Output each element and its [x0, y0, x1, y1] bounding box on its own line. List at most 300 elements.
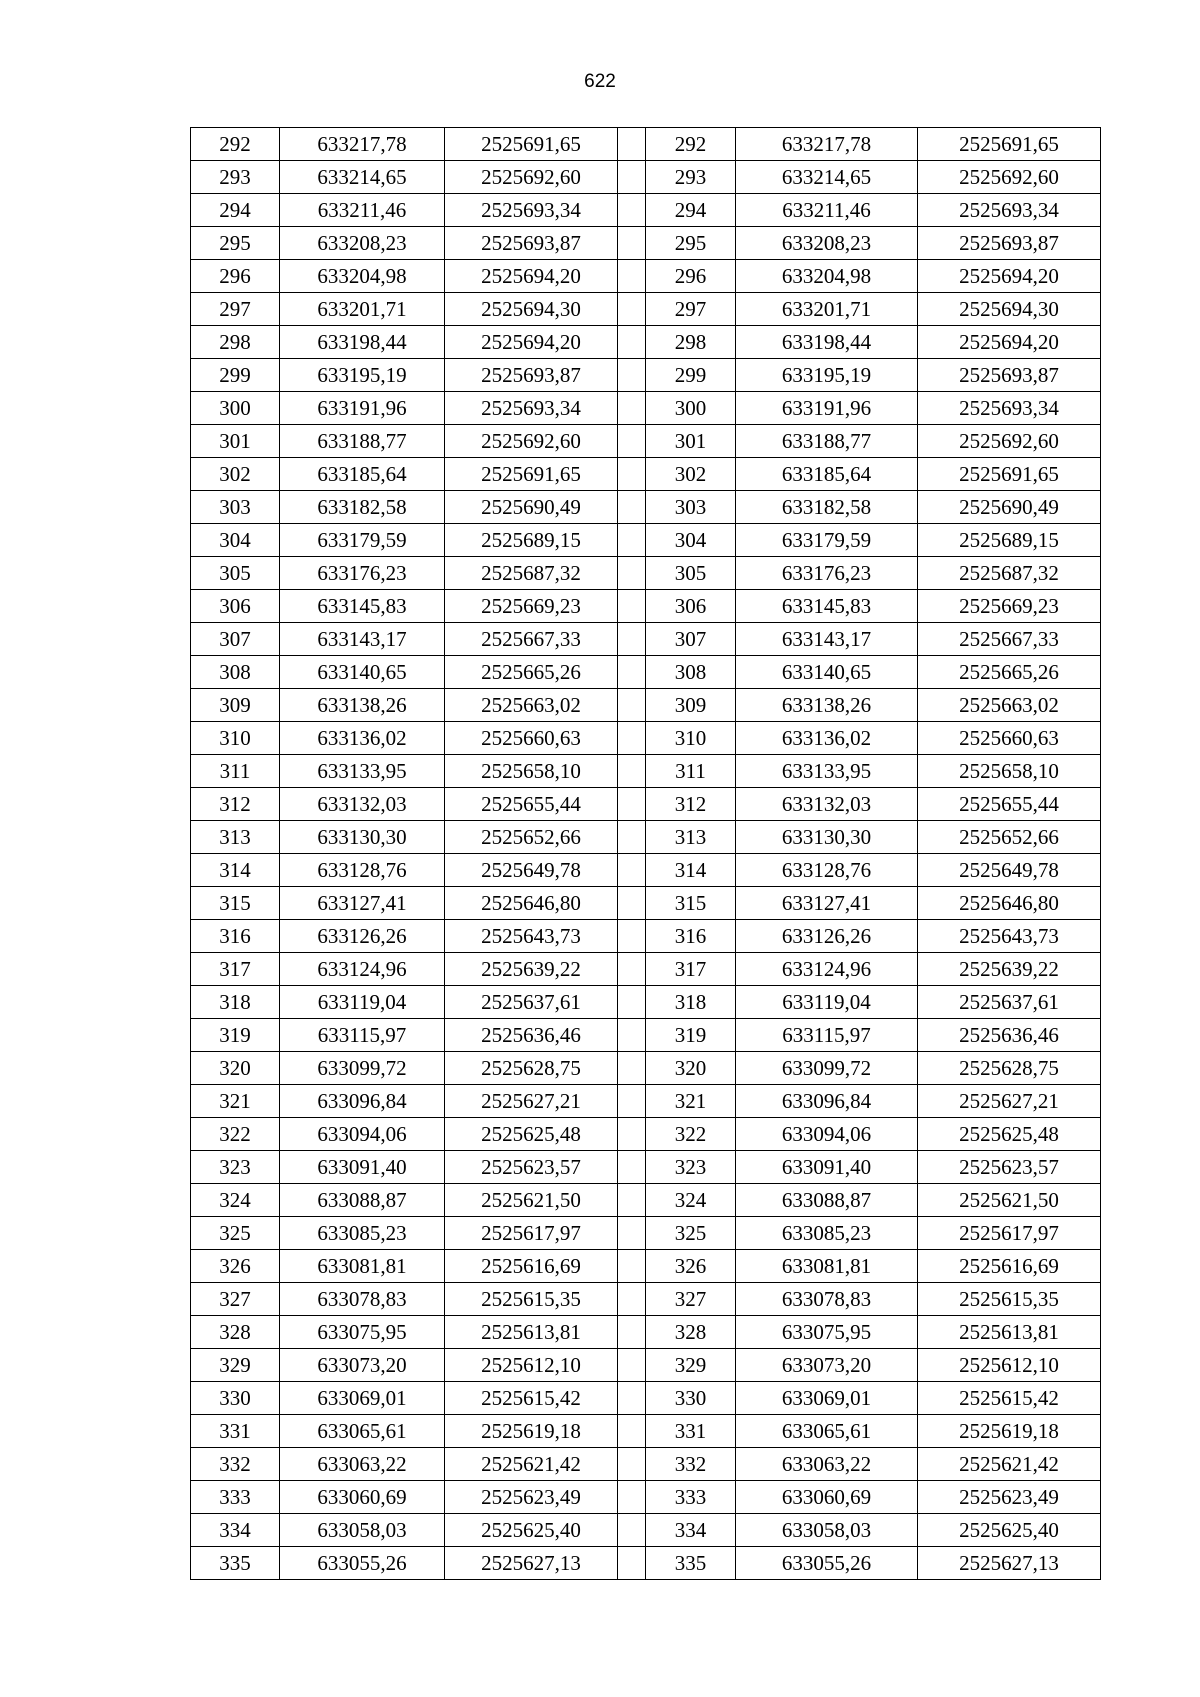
- separator-cell: [618, 326, 646, 359]
- separator-cell: [618, 128, 646, 161]
- separator-cell: [618, 1481, 646, 1514]
- coordinates-table: [190, 127, 1101, 1580]
- left-y-coordinate: 2525615,42: [445, 1382, 618, 1415]
- left-x-coordinate: 633058,03: [280, 1514, 445, 1547]
- separator-cell: [618, 1448, 646, 1481]
- left-y-coordinate: 2525669,23: [445, 590, 618, 623]
- table-row: [191, 1019, 1101, 1052]
- left-point-number: 293: [191, 161, 280, 194]
- right-y-coordinate: 2525660,63: [918, 722, 1101, 755]
- separator-cell: [618, 1052, 646, 1085]
- left-point-number: 299: [191, 359, 280, 392]
- left-x-coordinate: 633069,01: [280, 1382, 445, 1415]
- table-row: [191, 1250, 1101, 1283]
- right-x-coordinate: 633060,69: [736, 1481, 918, 1514]
- right-x-coordinate: 633188,77: [736, 425, 918, 458]
- left-x-coordinate: 633065,61: [280, 1415, 445, 1448]
- right-x-coordinate: 633073,20: [736, 1349, 918, 1382]
- right-y-coordinate: 2525669,23: [918, 590, 1101, 623]
- right-point-number: 321: [646, 1085, 736, 1118]
- left-point-number: 315: [191, 887, 280, 920]
- right-y-coordinate: 2525628,75: [918, 1052, 1101, 1085]
- table-row: [191, 887, 1101, 920]
- separator-cell: [618, 755, 646, 788]
- left-point-number: 316: [191, 920, 280, 953]
- left-point-number: 302: [191, 458, 280, 491]
- separator-cell: [618, 293, 646, 326]
- left-x-coordinate: 633133,95: [280, 755, 445, 788]
- left-point-number: 301: [191, 425, 280, 458]
- left-y-coordinate: 2525615,35: [445, 1283, 618, 1316]
- left-x-coordinate: 633055,26: [280, 1547, 445, 1580]
- right-x-coordinate: 633115,97: [736, 1019, 918, 1052]
- left-point-number: 311: [191, 755, 280, 788]
- right-x-coordinate: 633211,46: [736, 194, 918, 227]
- left-x-coordinate: 633078,83: [280, 1283, 445, 1316]
- table-row: [191, 425, 1101, 458]
- left-point-number: 307: [191, 623, 280, 656]
- right-y-coordinate: 2525627,13: [918, 1547, 1101, 1580]
- right-y-coordinate: 2525687,32: [918, 557, 1101, 590]
- left-point-number: 292: [191, 128, 280, 161]
- right-x-coordinate: 633133,95: [736, 755, 918, 788]
- table-row: [191, 1349, 1101, 1382]
- right-point-number: 327: [646, 1283, 736, 1316]
- left-y-coordinate: 2525625,40: [445, 1514, 618, 1547]
- right-point-number: 329: [646, 1349, 736, 1382]
- table-row: [191, 920, 1101, 953]
- left-y-coordinate: 2525689,15: [445, 524, 618, 557]
- right-point-number: 308: [646, 656, 736, 689]
- table-row: [191, 128, 1101, 161]
- left-y-coordinate: 2525628,75: [445, 1052, 618, 1085]
- right-x-coordinate: 633185,64: [736, 458, 918, 491]
- separator-cell: [618, 656, 646, 689]
- left-y-coordinate: 2525623,57: [445, 1151, 618, 1184]
- left-point-number: 310: [191, 722, 280, 755]
- left-x-coordinate: 633198,44: [280, 326, 445, 359]
- right-y-coordinate: 2525693,34: [918, 392, 1101, 425]
- left-x-coordinate: 633060,69: [280, 1481, 445, 1514]
- table-row: [191, 1217, 1101, 1250]
- left-x-coordinate: 633132,03: [280, 788, 445, 821]
- right-y-coordinate: 2525691,65: [918, 128, 1101, 161]
- left-y-coordinate: 2525667,33: [445, 623, 618, 656]
- right-point-number: 328: [646, 1316, 736, 1349]
- right-point-number: 325: [646, 1217, 736, 1250]
- right-x-coordinate: 633179,59: [736, 524, 918, 557]
- left-point-number: 326: [191, 1250, 280, 1283]
- left-x-coordinate: 633188,77: [280, 425, 445, 458]
- right-x-coordinate: 633088,87: [736, 1184, 918, 1217]
- separator-cell: [618, 1382, 646, 1415]
- right-point-number: 302: [646, 458, 736, 491]
- separator-cell: [618, 260, 646, 293]
- right-x-coordinate: 633132,03: [736, 788, 918, 821]
- left-y-coordinate: 2525665,26: [445, 656, 618, 689]
- right-y-coordinate: 2525649,78: [918, 854, 1101, 887]
- right-point-number: 323: [646, 1151, 736, 1184]
- separator-cell: [618, 1547, 646, 1580]
- table-row: [191, 788, 1101, 821]
- separator-cell: [618, 953, 646, 986]
- left-y-coordinate: 2525637,61: [445, 986, 618, 1019]
- table-row: [191, 293, 1101, 326]
- table-row: [191, 1448, 1101, 1481]
- right-point-number: 318: [646, 986, 736, 1019]
- left-point-number: 304: [191, 524, 280, 557]
- right-point-number: 292: [646, 128, 736, 161]
- separator-cell: [618, 491, 646, 524]
- separator-cell: [618, 854, 646, 887]
- table-row: [191, 194, 1101, 227]
- right-y-coordinate: 2525625,48: [918, 1118, 1101, 1151]
- separator-cell: [618, 1085, 646, 1118]
- left-point-number: 319: [191, 1019, 280, 1052]
- separator-cell: [618, 1316, 646, 1349]
- right-y-coordinate: 2525627,21: [918, 1085, 1101, 1118]
- right-point-number: 313: [646, 821, 736, 854]
- left-y-coordinate: 2525649,78: [445, 854, 618, 887]
- left-x-coordinate: 633127,41: [280, 887, 445, 920]
- right-y-coordinate: 2525692,60: [918, 161, 1101, 194]
- right-x-coordinate: 633099,72: [736, 1052, 918, 1085]
- right-x-coordinate: 633081,81: [736, 1250, 918, 1283]
- right-point-number: 309: [646, 689, 736, 722]
- left-point-number: 324: [191, 1184, 280, 1217]
- left-x-coordinate: 633081,81: [280, 1250, 445, 1283]
- left-x-coordinate: 633217,78: [280, 128, 445, 161]
- table-row: [191, 656, 1101, 689]
- table-row: [191, 458, 1101, 491]
- separator-cell: [618, 1184, 646, 1217]
- left-point-number: 334: [191, 1514, 280, 1547]
- right-point-number: 311: [646, 755, 736, 788]
- table-row: [191, 821, 1101, 854]
- right-point-number: 298: [646, 326, 736, 359]
- right-point-number: 303: [646, 491, 736, 524]
- left-x-coordinate: 633091,40: [280, 1151, 445, 1184]
- right-y-coordinate: 2525693,87: [918, 359, 1101, 392]
- table-row: [191, 1085, 1101, 1118]
- separator-cell: [618, 1415, 646, 1448]
- right-x-coordinate: 633128,76: [736, 854, 918, 887]
- table-row: [191, 1547, 1101, 1580]
- left-y-coordinate: 2525612,10: [445, 1349, 618, 1382]
- right-y-coordinate: 2525692,60: [918, 425, 1101, 458]
- separator-cell: [618, 623, 646, 656]
- right-point-number: 331: [646, 1415, 736, 1448]
- left-x-coordinate: 633085,23: [280, 1217, 445, 1250]
- left-point-number: 297: [191, 293, 280, 326]
- right-point-number: 330: [646, 1382, 736, 1415]
- right-y-coordinate: 2525658,10: [918, 755, 1101, 788]
- right-x-coordinate: 633069,01: [736, 1382, 918, 1415]
- table-row: [191, 1415, 1101, 1448]
- right-x-coordinate: 633143,17: [736, 623, 918, 656]
- table-row: [191, 359, 1101, 392]
- table-row: [191, 1184, 1101, 1217]
- right-x-coordinate: 633065,61: [736, 1415, 918, 1448]
- right-y-coordinate: 2525621,42: [918, 1448, 1101, 1481]
- left-x-coordinate: 633185,64: [280, 458, 445, 491]
- left-x-coordinate: 633214,65: [280, 161, 445, 194]
- left-point-number: 296: [191, 260, 280, 293]
- right-point-number: 315: [646, 887, 736, 920]
- table-row: [191, 491, 1101, 524]
- left-x-coordinate: 633088,87: [280, 1184, 445, 1217]
- right-x-coordinate: 633096,84: [736, 1085, 918, 1118]
- left-x-coordinate: 633096,84: [280, 1085, 445, 1118]
- right-x-coordinate: 633124,96: [736, 953, 918, 986]
- left-y-coordinate: 2525691,65: [445, 128, 618, 161]
- separator-cell: [618, 524, 646, 557]
- left-y-coordinate: 2525652,66: [445, 821, 618, 854]
- left-point-number: 327: [191, 1283, 280, 1316]
- table-row: [191, 689, 1101, 722]
- table-row: [191, 260, 1101, 293]
- table-row: [191, 1283, 1101, 1316]
- left-y-coordinate: 2525692,60: [445, 161, 618, 194]
- right-x-coordinate: 633119,04: [736, 986, 918, 1019]
- left-x-coordinate: 633204,98: [280, 260, 445, 293]
- right-point-number: 300: [646, 392, 736, 425]
- right-y-coordinate: 2525623,49: [918, 1481, 1101, 1514]
- table-row: [191, 623, 1101, 656]
- left-point-number: 320: [191, 1052, 280, 1085]
- right-x-coordinate: 633195,19: [736, 359, 918, 392]
- separator-cell: [618, 821, 646, 854]
- right-y-coordinate: 2525652,66: [918, 821, 1101, 854]
- right-x-coordinate: 633201,71: [736, 293, 918, 326]
- right-x-coordinate: 633191,96: [736, 392, 918, 425]
- right-x-coordinate: 633145,83: [736, 590, 918, 623]
- left-y-coordinate: 2525613,81: [445, 1316, 618, 1349]
- left-x-coordinate: 633182,58: [280, 491, 445, 524]
- separator-cell: [618, 1151, 646, 1184]
- right-point-number: 306: [646, 590, 736, 623]
- right-x-coordinate: 633182,58: [736, 491, 918, 524]
- left-point-number: 333: [191, 1481, 280, 1514]
- left-point-number: 332: [191, 1448, 280, 1481]
- left-y-coordinate: 2525690,49: [445, 491, 618, 524]
- right-x-coordinate: 633136,02: [736, 722, 918, 755]
- right-x-coordinate: 633130,30: [736, 821, 918, 854]
- table-row: [191, 953, 1101, 986]
- left-point-number: 305: [191, 557, 280, 590]
- right-point-number: 299: [646, 359, 736, 392]
- table-row: [191, 722, 1101, 755]
- right-point-number: 310: [646, 722, 736, 755]
- right-y-coordinate: 2525643,73: [918, 920, 1101, 953]
- table-row: [191, 392, 1101, 425]
- right-x-coordinate: 633140,65: [736, 656, 918, 689]
- right-y-coordinate: 2525636,46: [918, 1019, 1101, 1052]
- left-y-coordinate: 2525646,80: [445, 887, 618, 920]
- right-point-number: 319: [646, 1019, 736, 1052]
- right-x-coordinate: 633208,23: [736, 227, 918, 260]
- separator-cell: [618, 986, 646, 1019]
- right-point-number: 324: [646, 1184, 736, 1217]
- right-x-coordinate: 633217,78: [736, 128, 918, 161]
- right-y-coordinate: 2525694,20: [918, 260, 1101, 293]
- right-point-number: 297: [646, 293, 736, 326]
- right-y-coordinate: 2525691,65: [918, 458, 1101, 491]
- left-y-coordinate: 2525616,69: [445, 1250, 618, 1283]
- left-point-number: 335: [191, 1547, 280, 1580]
- left-point-number: 312: [191, 788, 280, 821]
- right-y-coordinate: 2525621,50: [918, 1184, 1101, 1217]
- separator-cell: [618, 1283, 646, 1316]
- right-x-coordinate: 633085,23: [736, 1217, 918, 1250]
- right-y-coordinate: 2525615,35: [918, 1283, 1101, 1316]
- left-y-coordinate: 2525623,49: [445, 1481, 618, 1514]
- right-point-number: 320: [646, 1052, 736, 1085]
- table-row: [191, 1316, 1101, 1349]
- table-row: [191, 755, 1101, 788]
- left-y-coordinate: 2525639,22: [445, 953, 618, 986]
- right-x-coordinate: 633094,06: [736, 1118, 918, 1151]
- left-x-coordinate: 633138,26: [280, 689, 445, 722]
- table-row: [191, 1514, 1101, 1547]
- left-y-coordinate: 2525687,32: [445, 557, 618, 590]
- right-x-coordinate: 633126,26: [736, 920, 918, 953]
- separator-cell: [618, 722, 646, 755]
- table-row: [191, 1382, 1101, 1415]
- right-y-coordinate: 2525619,18: [918, 1415, 1101, 1448]
- right-y-coordinate: 2525625,40: [918, 1514, 1101, 1547]
- left-x-coordinate: 633094,06: [280, 1118, 445, 1151]
- separator-cell: [618, 689, 646, 722]
- right-point-number: 293: [646, 161, 736, 194]
- right-point-number: 294: [646, 194, 736, 227]
- separator-cell: [618, 1514, 646, 1547]
- left-y-coordinate: 2525617,97: [445, 1217, 618, 1250]
- right-point-number: 316: [646, 920, 736, 953]
- left-x-coordinate: 633208,23: [280, 227, 445, 260]
- right-x-coordinate: 633058,03: [736, 1514, 918, 1547]
- right-x-coordinate: 633055,26: [736, 1547, 918, 1580]
- left-point-number: 306: [191, 590, 280, 623]
- right-y-coordinate: 2525663,02: [918, 689, 1101, 722]
- left-x-coordinate: 633128,76: [280, 854, 445, 887]
- separator-cell: [618, 392, 646, 425]
- table-row: [191, 557, 1101, 590]
- right-point-number: 307: [646, 623, 736, 656]
- separator-cell: [618, 590, 646, 623]
- left-y-coordinate: 2525691,65: [445, 458, 618, 491]
- right-y-coordinate: 2525655,44: [918, 788, 1101, 821]
- left-point-number: 321: [191, 1085, 280, 1118]
- left-y-coordinate: 2525655,44: [445, 788, 618, 821]
- separator-cell: [618, 557, 646, 590]
- right-y-coordinate: 2525613,81: [918, 1316, 1101, 1349]
- separator-cell: [618, 227, 646, 260]
- table-row: [191, 1481, 1101, 1514]
- left-point-number: 329: [191, 1349, 280, 1382]
- left-x-coordinate: 633075,95: [280, 1316, 445, 1349]
- right-point-number: 312: [646, 788, 736, 821]
- right-point-number: 332: [646, 1448, 736, 1481]
- separator-cell: [618, 1217, 646, 1250]
- left-point-number: 300: [191, 392, 280, 425]
- left-point-number: 325: [191, 1217, 280, 1250]
- separator-cell: [618, 1349, 646, 1382]
- right-point-number: 317: [646, 953, 736, 986]
- separator-cell: [618, 359, 646, 392]
- left-x-coordinate: 633073,20: [280, 1349, 445, 1382]
- left-y-coordinate: 2525619,18: [445, 1415, 618, 1448]
- right-x-coordinate: 633075,95: [736, 1316, 918, 1349]
- left-x-coordinate: 633179,59: [280, 524, 445, 557]
- left-y-coordinate: 2525621,42: [445, 1448, 618, 1481]
- left-y-coordinate: 2525627,21: [445, 1085, 618, 1118]
- separator-cell: [618, 161, 646, 194]
- right-y-coordinate: 2525623,57: [918, 1151, 1101, 1184]
- left-point-number: 322: [191, 1118, 280, 1151]
- separator-cell: [618, 920, 646, 953]
- table-row: [191, 1052, 1101, 1085]
- separator-cell: [618, 887, 646, 920]
- left-y-coordinate: 2525636,46: [445, 1019, 618, 1052]
- right-y-coordinate: 2525693,34: [918, 194, 1101, 227]
- separator-cell: [618, 1019, 646, 1052]
- left-point-number: 303: [191, 491, 280, 524]
- left-y-coordinate: 2525643,73: [445, 920, 618, 953]
- right-y-coordinate: 2525612,10: [918, 1349, 1101, 1382]
- left-point-number: 309: [191, 689, 280, 722]
- left-y-coordinate: 2525693,34: [445, 392, 618, 425]
- right-point-number: 326: [646, 1250, 736, 1283]
- left-x-coordinate: 633140,65: [280, 656, 445, 689]
- left-point-number: 331: [191, 1415, 280, 1448]
- right-point-number: 305: [646, 557, 736, 590]
- left-y-coordinate: 2525693,87: [445, 359, 618, 392]
- right-x-coordinate: 633091,40: [736, 1151, 918, 1184]
- left-y-coordinate: 2525693,87: [445, 227, 618, 260]
- right-y-coordinate: 2525667,33: [918, 623, 1101, 656]
- left-x-coordinate: 633143,17: [280, 623, 445, 656]
- page-number: 622: [584, 71, 616, 92]
- right-point-number: 295: [646, 227, 736, 260]
- right-x-coordinate: 633198,44: [736, 326, 918, 359]
- right-y-coordinate: 2525615,42: [918, 1382, 1101, 1415]
- left-point-number: 314: [191, 854, 280, 887]
- table-row: [191, 326, 1101, 359]
- right-x-coordinate: 633063,22: [736, 1448, 918, 1481]
- left-y-coordinate: 2525625,48: [445, 1118, 618, 1151]
- table-row: [191, 1118, 1101, 1151]
- table-row: [191, 986, 1101, 1019]
- left-point-number: 295: [191, 227, 280, 260]
- left-x-coordinate: 633211,46: [280, 194, 445, 227]
- separator-cell: [618, 1118, 646, 1151]
- separator-cell: [618, 425, 646, 458]
- separator-cell: [618, 1250, 646, 1283]
- right-point-number: 304: [646, 524, 736, 557]
- separator-cell: [618, 788, 646, 821]
- left-x-coordinate: 633201,71: [280, 293, 445, 326]
- left-x-coordinate: 633130,30: [280, 821, 445, 854]
- left-y-coordinate: 2525694,30: [445, 293, 618, 326]
- table-row: [191, 854, 1101, 887]
- right-point-number: 333: [646, 1481, 736, 1514]
- left-point-number: 298: [191, 326, 280, 359]
- left-y-coordinate: 2525658,10: [445, 755, 618, 788]
- left-y-coordinate: 2525663,02: [445, 689, 618, 722]
- left-point-number: 323: [191, 1151, 280, 1184]
- separator-cell: [618, 458, 646, 491]
